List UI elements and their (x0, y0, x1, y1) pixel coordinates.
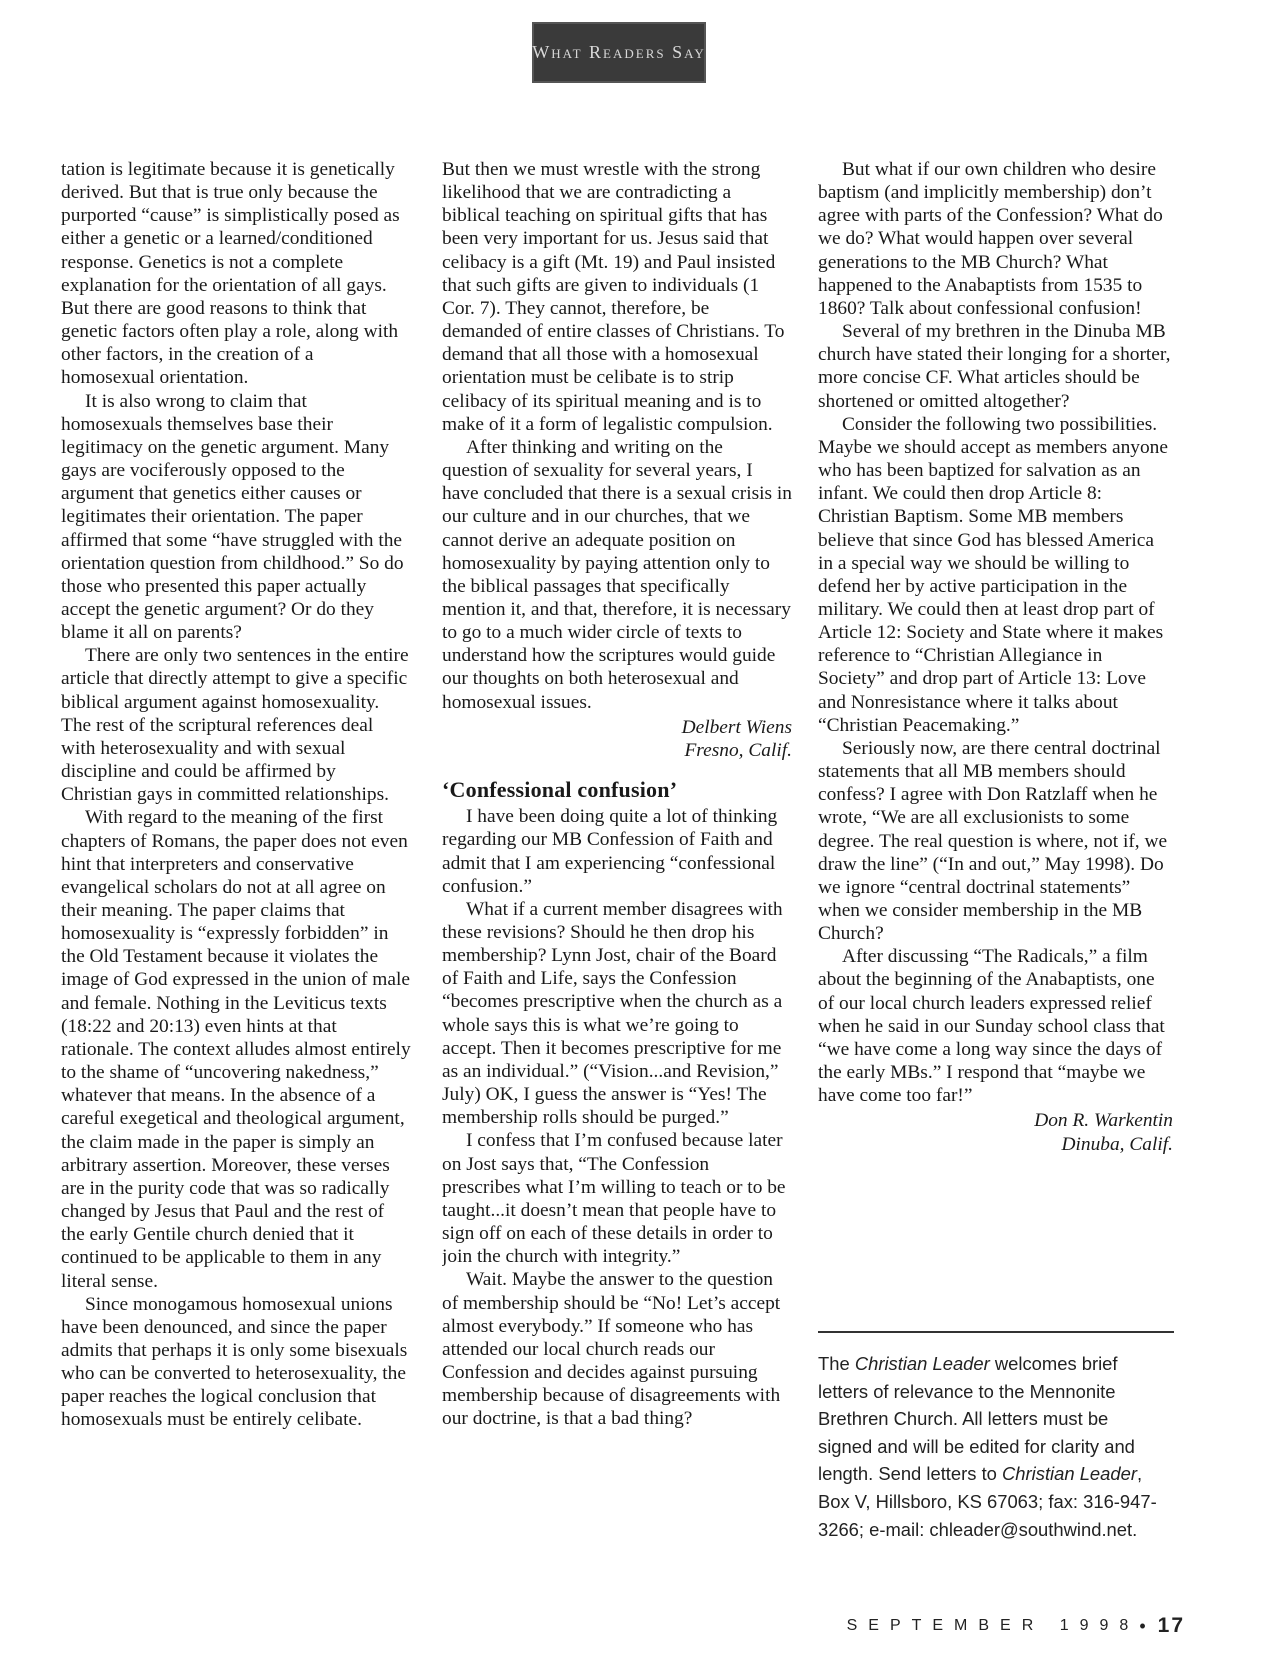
paragraph: What if a current member disagrees with these revisions? Should he then drop his membership? Lynn Jost, chair of the Board of Faith and Life, says the Confession “becomes prescriptive when the church as a whole says this is what we’re going to accept. Then it becomes prescriptive for me as an individual.” (“Vision...and Revision,” July) OK, I guess the answer is “Yes! The membership rolls should be purged.” (442, 898, 783, 1129)
policy-text: The (818, 1353, 855, 1374)
letter-signature (818, 1109, 1173, 1155)
column-2 (442, 158, 792, 1588)
paragraph: It is also wrong to claim that homosexuals themselves base their legitimacy on the genetic argument. Many gays are vociferously opposed to the argument that genetics either causes or legitimates their orientation. The paper affirmed that some “have struggled with the orientation question from childhood.” So do those who presented this paper actually accept the genetic argument? Or do they blame it all on parents? (61, 390, 404, 644)
signature-place: Dinuba, Calif. (1061, 1133, 1173, 1155)
paragraph: But what if our own children who desire baptism (and implicitly membership) don’t agree with parts of the Confession? What do we do? What would happen over several generations to the MB Church? What happened to the Anabaptists from 1535 to 1860? Talk about confessional confusion! (818, 159, 1163, 319)
paragraph: Wait. Maybe the answer to the question of membership should be “No! Let’s accept almost everybody.” If someone who has attended our local church reads our Confession and decides against pursuing membership because of disagreements with our doctrine, is that a bad thing? (442, 1269, 781, 1430)
policy-text: welcomes brief letters of relevance to the Mennonite Brethren Church. All letters must be signed and will be edited for clarity and length. Send letters to (818, 1353, 1135, 1485)
paragraph: Since monogamous homosexual unions have been denounced, and since the paper admits that perhaps it is only some bisexuals who can be converted to heterosexuality, the paper reaches the logical conclusion that homosexuals must be entirely celibate. (61, 1293, 408, 1431)
paragraph: After discussing “The Radicals,” a film about the beginning of the Anabaptists, one of our local church leaders expressed relief when he said in our Sunday school class that “we have come a long way since the days of the early MBs.” I respond that “maybe we have come too far!” (818, 946, 1165, 1107)
section-tag: What Readers Say (532, 22, 706, 83)
paragraph: After thinking and writing on the question of sexuality for several years, I have concluded that there is a sexual crisis in our culture and in our churches, that we cannot derive an adequate position on homosexuality by paying attention only to the biblical passages that specifically mention it, and that, therefore, it is necessary to go to a much wider circle of texts to understand how the scriptures would guide our thoughts on both heterosexual and homosexual issues. (442, 436, 792, 713)
issue-date: SEPTEMBER 1998 (846, 1617, 1140, 1634)
column-1 (61, 158, 411, 1588)
signature-name: Delbert Wiens (681, 716, 792, 738)
page-footer (847, 1614, 1185, 1638)
paragraph: Seriously now, are there central doctrinal statements that all MB members should confess? I agree with Don Ratzlaff when he wrote, “We are all exclusionists to some degree. The real question is where, not if, we draw the line” (“In and out,” May 1998). Do we ignore “central doctrinal statements” when we consider membership in the MB Church? (818, 737, 1168, 945)
paragraph: I have been doing quite a lot of thinking regarding our MB Confession of Faith and admit that I am experiencing “confessional confusion.” (442, 806, 778, 897)
paragraph: tation is legitimate because it is genetically derived. But that is true only because the purported “cause” is simplistically posed as either a genetic or a learned/conditioned response. Genetics is not a complete explanation for the orientation of all gays. But there are good reasons to think that genetic factors often play a role, along with other factors, in the creation of a homosexual orientation. (61, 159, 400, 389)
signature-place: Fresno, Calif. (684, 739, 792, 761)
paragraph: There are only two sentences in the entire article that directly attempt to give a specific biblical argument against homosexuality. The rest of the scriptural references deal with heterosexuality and with sexual discipline and could be affirmed by Christian gays in committed relationships. (61, 645, 409, 806)
letters-policy (818, 1350, 1163, 1543)
divider (818, 1331, 1174, 1333)
paragraph: I confess that I’m confused because later on Jost says that, “The Confession prescribes what I’m willing to teach or to be taught...it doesn’t mean that people have to sign off on each of these details in order to join the church with integrity.” (442, 1130, 786, 1268)
paragraph: But then we must wrestle with the strong likelihood that we are contradicting a biblical teaching on spiritual gifts that has been very important for us. Jesus said that celibacy is a gift (Mt. 19) and Paul insisted that such gifts are given to individuals (1 Cor. 7). They cannot, therefore, be demanded of entire classes of Christians. To demand that all those with a homosexual orientation must be celibate is to strip celibacy of its spiritual meaning and is to make of it a form of legalistic compulsion. (442, 159, 785, 435)
paragraph: Several of my brethren in the Dinuba MB church have stated their longing for a shorter, more concise CF. What articles should be shortened or omitted altogether? (818, 321, 1171, 412)
paragraph: Consider the following two possibilities. Maybe we should accept as members anyone who has been baptized for salvation as an infant. We could then drop Article 8: Christian Baptism. Some MB members believe that since God has blessed America in a special way we should be willing to defend her by active participation in the military. We could then at least drop part of Article 12: Society and State where it makes reference to “Christian Allegiance in Society” and drop part of Article 13: Love and Nonresistance where it talks about “Christian Peacemaking.” (818, 413, 1168, 736)
letter-heading: ‘Confessional confusion’ (442, 777, 678, 803)
paragraph: With regard to the meaning of the first chapters of Romans, the paper does not even hint that interpreters and conservative evangelical scholars do not at all agree on their meaning. The paper claims that homosexuality is “expressly forbidden” in the Old Testament because it violates the image of God expressed in the union of male and female. Nothing in the Leviticus texts (18:22 and 20:13) even hints at that rationale. The context alludes almost entirely to the shame of “uncovering nakedness,” whatever that means. In the absence of a careful exegetical and theological argument, the claim made in the paper is simply an arbitrary assertion. Moreover, these verses are in the purity code that was so radically changed by Jesus that Paul and the rest of the early Gentile church denied that it continued to be applicable to them in any literal sense. (61, 807, 411, 1292)
column-3 (818, 158, 1173, 1298)
bullet-separator: • (1139, 1615, 1146, 1636)
signature-name: Don R. Warkentin (1034, 1110, 1173, 1132)
letter-signature (442, 716, 792, 762)
page-number: 17 (1157, 1614, 1185, 1637)
publication-name: Christian Leader (1002, 1463, 1137, 1485)
publication-name: Christian Leader (854, 1353, 990, 1374)
policy-text: , Box V, Hillsboro, KS 67063; fax: 316-947-3266; e-mail: chleader@southwind.net. (818, 1463, 1157, 1540)
